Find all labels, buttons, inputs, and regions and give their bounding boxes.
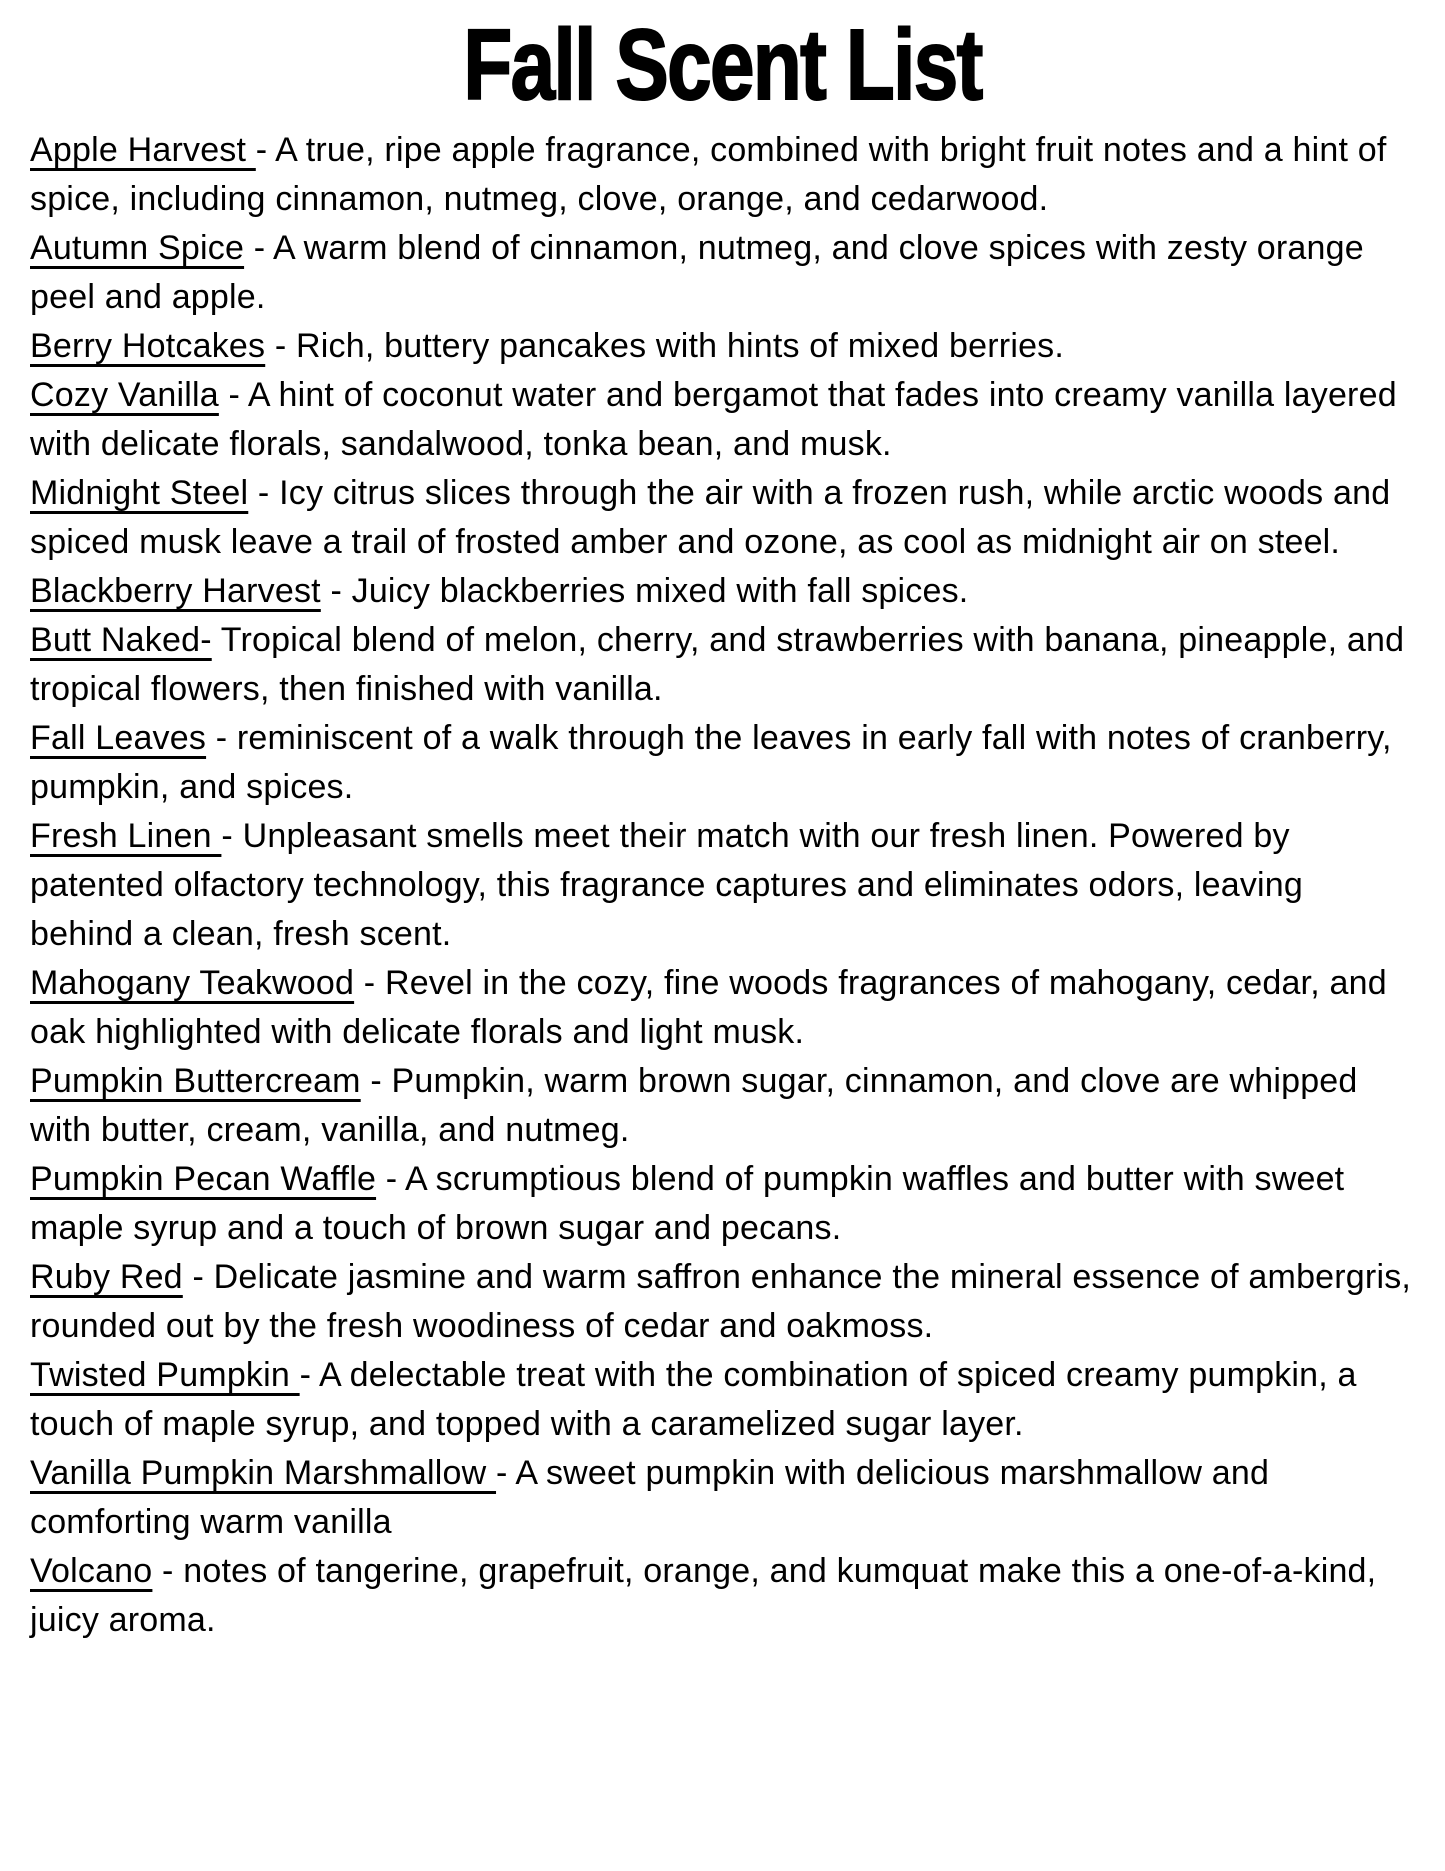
scent-separator: - xyxy=(376,1160,406,1198)
scent-separator: - xyxy=(182,1258,214,1296)
scent-separator: - xyxy=(244,229,274,267)
scent-separator: - xyxy=(360,1062,392,1100)
scent-name: Mahogany Teakwood xyxy=(30,964,355,1002)
scent-entry xyxy=(30,1351,1415,1449)
scent-separator: - xyxy=(248,474,280,512)
scent-description: Icy citrus slices through the air with a frozen rush, while arctic woods and spiced musk leave a trail of frosted amber and ozone, as cool as midnight air on steel. xyxy=(30,474,1391,561)
scent-description: A true, ripe apple fragrance, combined with bright fruit notes and a hint of spice, including cinnamon, nutmeg, clove, orange, and cedarwood. xyxy=(30,131,1387,218)
scent-list xyxy=(30,126,1415,1645)
page-title: Fall Scent List xyxy=(463,9,982,121)
scent-entry xyxy=(30,224,1415,322)
scent-description: notes of tangerine, grapefruit, orange, and kumquat make this a one-of-a-kind, juicy aroma. xyxy=(30,1552,1377,1639)
scent-separator: - xyxy=(221,817,243,855)
scent-entry xyxy=(30,1155,1415,1253)
scent-entry xyxy=(30,371,1415,469)
scent-separator: - xyxy=(255,131,276,169)
scent-name: Fresh Linen xyxy=(30,817,222,855)
scent-separator: - xyxy=(299,1356,319,1394)
scent-separator xyxy=(212,621,221,659)
scent-description: A sweet pumpkin with delicious marshmallow and comforting warm vanilla xyxy=(30,1454,1270,1541)
scent-description: Delicate jasmine and warm saffron enhance the mineral essence of ambergris, rounded out by the fresh woodiness of cedar and oakmoss. xyxy=(30,1258,1412,1345)
scent-entry xyxy=(30,322,1415,371)
scent-separator: - xyxy=(320,572,352,610)
scent-name: Autumn Spice xyxy=(30,229,245,267)
scent-description: A hint of coconut water and bergamot that fades into creamy vanilla layered with delicate florals, sandalwood, tonka bean, and musk. xyxy=(30,376,1397,463)
scent-name: Blackberry Harvest xyxy=(30,572,321,610)
scent-name: Apple Harvest xyxy=(30,131,256,169)
scent-description: Tropical blend of melon, cherry, and strawberries with banana, pineapple, and tropical flowers, then finished with vanilla. xyxy=(30,621,1405,708)
scent-description: reminiscent of a walk through the leaves in early fall with notes of cranberry, pumpkin, and spices. xyxy=(30,719,1392,806)
scent-separator: - xyxy=(265,327,297,365)
scent-separator: - xyxy=(152,1552,184,1590)
scent-description: Rich, buttery pancakes with hints of mixed berries. xyxy=(296,327,1065,365)
scent-name: Twisted Pumpkin xyxy=(30,1356,300,1394)
scent-entry xyxy=(30,1253,1415,1351)
scent-description: Revel in the cozy, fine woods fragrances of mahogany, cedar, and oak highlighted with delicate florals and light musk. xyxy=(30,964,1387,1051)
scent-entry xyxy=(30,1057,1415,1155)
scent-separator: - xyxy=(354,964,385,1002)
scent-name: Pumpkin Buttercream xyxy=(30,1062,361,1100)
scent-description: Juicy blackberries mixed with fall spices. xyxy=(351,572,969,610)
scent-name: Volcano xyxy=(30,1552,153,1590)
scent-entry xyxy=(30,126,1415,224)
scent-entry xyxy=(30,469,1415,567)
scent-entry xyxy=(30,616,1415,714)
scent-description: Pumpkin, warm brown sugar, cinnamon, and clove are whipped with butter, cream, vanilla, and nutmeg. xyxy=(30,1062,1358,1149)
scent-name: Midnight Steel xyxy=(30,474,249,512)
scent-entry xyxy=(30,959,1415,1057)
scent-name: Vanilla Pumpkin Marshmallow xyxy=(30,1454,497,1492)
scent-description: A scrumptious blend of pumpkin waffles and butter with sweet maple syrup and a touch of brown sugar and pecans. xyxy=(30,1160,1345,1247)
scent-separator: - xyxy=(218,376,248,414)
scent-name: Butt Naked- xyxy=(30,621,212,659)
scent-name: Cozy Vanilla xyxy=(30,376,219,414)
scent-entry xyxy=(30,812,1415,959)
scent-entry xyxy=(30,567,1415,616)
scent-description: A delectable treat with the combination of spiced creamy pumpkin, a touch of maple syrup, and topped with a caramelized sugar layer. xyxy=(30,1356,1357,1443)
scent-name: Ruby Red xyxy=(30,1258,183,1296)
scent-name: Fall Leaves xyxy=(30,719,207,757)
scent-name: Pumpkin Pecan Waffle xyxy=(30,1160,377,1198)
scent-description: A warm blend of cinnamon, nutmeg, and clove spices with zesty orange peel and apple. xyxy=(30,229,1364,316)
scent-separator: - xyxy=(206,719,237,757)
scent-entry xyxy=(30,714,1415,812)
scent-name: Berry Hotcakes xyxy=(30,327,266,365)
scent-description: Unpleasant smells meet their match with our fresh linen. Powered by patented olfactory technology, this fragrance captures and eliminates odors, leaving behind a clean, fresh scent. xyxy=(30,817,1304,953)
scent-separator: - xyxy=(496,1454,516,1492)
scent-entry xyxy=(30,1547,1415,1645)
scent-entry xyxy=(30,1449,1415,1547)
